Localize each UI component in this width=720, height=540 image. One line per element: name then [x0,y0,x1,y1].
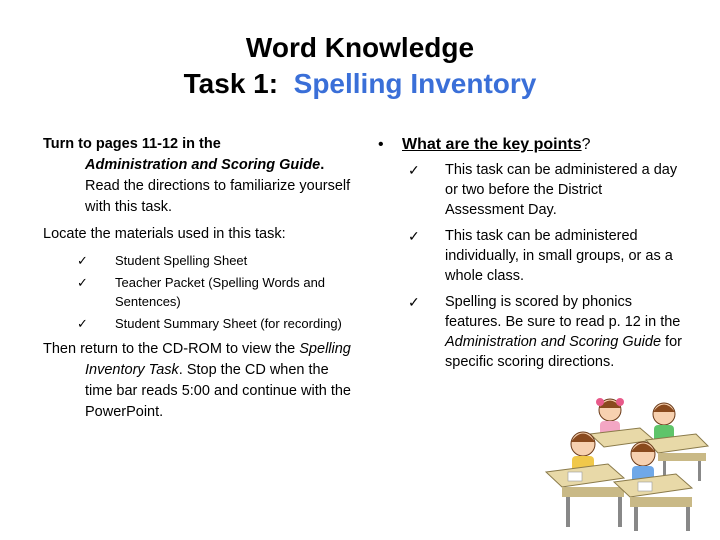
key-points-list [378,160,683,372]
list-item: ✓ Student Summary Sheet (for recording) [77,316,342,331]
instruction-rest: Read the directions to familiarize yourself with this task. [85,178,351,215]
task-name: Spelling Inventory Task [85,341,351,378]
list-item: ✓ Spelling is scored by phonics features. Be sure to read p. 12 in the Administration and Scoring Guide for specific scoring directions. [408,294,682,370]
checkmark-icon: ✓ [408,228,420,244]
desk-icon [546,464,692,531]
title-line-1: Word Knowledge [245,32,475,63]
guide-title: Administration and Scoring Guide [445,334,662,350]
list-item: ✓ Teacher Packet (Spelling Words and Sentences) [77,275,326,309]
instruction-bold-end: . [320,157,325,173]
title-line-2 [0,66,720,102]
title-task-label: Task 1: [183,68,279,99]
key-points-heading: • What are the key points? [378,134,683,156]
bullet-icon: • [378,136,384,153]
checkmark-icon: ✓ [408,162,420,178]
left-column [43,134,353,429]
checkmark-icon: ✓ [77,253,88,268]
checkmark-icon: ✓ [408,294,420,310]
slide-title [0,30,720,102]
paragraph-locate-materials: Locate the materials used in this task: [43,226,286,242]
students-at-desks-illustration [538,392,710,532]
checkmark-icon: ✓ [77,275,88,290]
checkmark-icon: ✓ [77,316,88,331]
materials-list [43,251,353,333]
paragraph-return-to-cd: Then return to the CD-ROM to view the Spelling Inventory Task. Stop the CD when the time bar reads 5:00 and continue with the PowerPoint. [43,341,351,420]
right-column [378,134,683,378]
instruction-bold: Turn to pages 11-12 in the [43,136,221,152]
list-item: ✓ Student Spelling Sheet [77,253,248,268]
list-item: ✓ This task can be administered a day or two before the District Assessment Day. [408,162,678,218]
list-item: ✓ This task can be administered individually, in small groups, or as a whole class. [408,228,673,284]
title-task-name: Spelling Inventory [293,68,537,99]
paragraph-turn-to-pages [43,134,353,218]
guide-title: Administration and Scoring Guide [85,157,321,173]
